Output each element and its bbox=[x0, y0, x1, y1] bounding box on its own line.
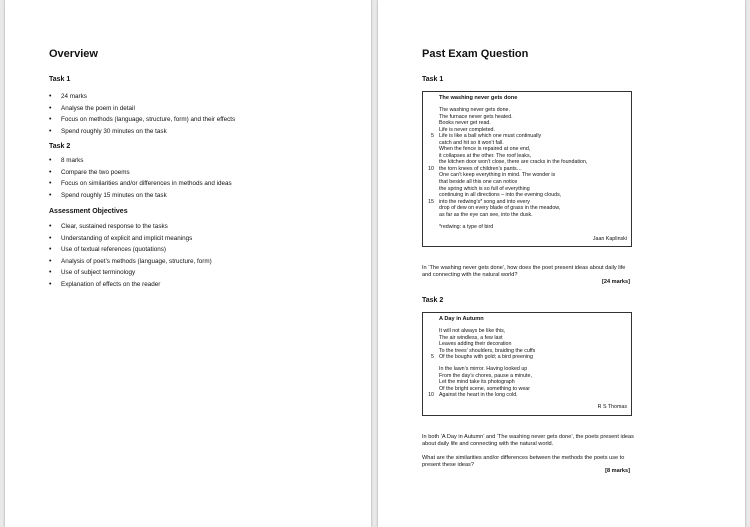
poem-line: One can’t keep everything in mind. The wonder is bbox=[439, 172, 556, 179]
poem-line: the kitchen door won’t close, there are cracks in the foundation, bbox=[439, 159, 588, 166]
poem-line: Of the bright scene, something to wear bbox=[439, 385, 530, 392]
list-item: • Clear, sustained response to the tasks bbox=[49, 222, 212, 234]
task2-question: What are the similarities and/or differences between the methods the poets use to present these ideas? bbox=[422, 455, 625, 468]
poem-line: 10 the torn knees of children’s pants… bbox=[428, 165, 522, 172]
task1-heading: Task 1 bbox=[422, 76, 444, 83]
poem-line: Let the mind take its photograph bbox=[439, 379, 515, 386]
poem-line: the spring which is so full of everything bbox=[439, 185, 530, 192]
poem-line: In the lawn’s mirror. Having looked up bbox=[439, 366, 528, 372]
poem-line: The furnace never gets heated. bbox=[439, 113, 513, 120]
poem-line: From the day’s chores, pause a minute, bbox=[439, 372, 532, 379]
poem-stanza-2 bbox=[428, 366, 532, 399]
list-item: • Spend roughly 30 minutes on the task bbox=[49, 127, 235, 139]
poem-line: that beside all this one can notice bbox=[439, 179, 518, 186]
overview-page bbox=[5, 0, 371, 527]
poem-box-washing bbox=[422, 91, 632, 247]
exam-question-page bbox=[378, 0, 745, 527]
poem-line: When the fence is repaired at one end, bbox=[439, 146, 531, 153]
task2-heading: Task 2 bbox=[422, 297, 444, 304]
list-item: • Use of subject terminology bbox=[49, 268, 212, 280]
poem-stanza-1 bbox=[431, 328, 536, 361]
page-title: Overview bbox=[49, 48, 98, 60]
task2-marks: [8 marks] bbox=[605, 468, 630, 474]
list-item: • Focus on similarities and/or differences in methods and ideas bbox=[49, 179, 232, 191]
list-item: • Focus on methods (language, structure, form) and their effects bbox=[49, 115, 235, 127]
poem-line: Life is never completed. bbox=[439, 126, 495, 133]
task1-heading: Task 1 bbox=[49, 76, 71, 83]
poem-line: 15 into the redwing’s* song and into every bbox=[428, 198, 530, 205]
list-item: • Analyse the poem in detail bbox=[49, 104, 235, 116]
poem-line: continuing in all directions – into the evening clouds, bbox=[439, 192, 562, 199]
list-item: • Use of textual references (quotations) bbox=[49, 245, 212, 257]
poem-line: catch and hit so it won’t fall. bbox=[439, 139, 504, 146]
list-item: • Understanding of explicit and implicit meanings bbox=[49, 234, 212, 246]
poem-line: Books never get read. bbox=[439, 120, 491, 127]
list-item: • Analysis of poet’s methods (language, structure, form) bbox=[49, 257, 212, 269]
assessment-objectives-list bbox=[49, 222, 212, 291]
list-item: • 8 marks bbox=[49, 156, 232, 168]
poem-line: Leaves adding their decoration bbox=[439, 341, 512, 348]
list-item: • Compare the two poems bbox=[49, 168, 232, 180]
poet-name: Jaan Kaplinski bbox=[592, 236, 627, 242]
list-item: • 24 marks bbox=[49, 92, 235, 104]
poem-line: The washing never gets done. bbox=[439, 107, 510, 113]
list-item: • Explanation of effects on the reader bbox=[49, 280, 212, 292]
poem-line: The air windless, a few last bbox=[439, 334, 503, 341]
poem-line: 5 Of the boughs with gold; a bird preening bbox=[431, 354, 533, 361]
task2-heading: Task 2 bbox=[49, 143, 71, 150]
poem-line: To the trees’ shoulders, braiding the cuffs bbox=[439, 347, 536, 354]
poem-line: It will not always be like this, bbox=[439, 328, 506, 334]
poem-box-autumn bbox=[422, 312, 632, 416]
poem-title: A Day in Autumn bbox=[439, 316, 484, 322]
poem-line: as far as the eye can see, into the dusk. bbox=[439, 211, 533, 218]
task2-list bbox=[49, 156, 232, 202]
task1-list bbox=[49, 92, 235, 138]
poet-name: R S Thomas bbox=[597, 404, 627, 410]
poem-footnote: *redwing: a type of bird bbox=[439, 224, 494, 230]
page-title: Past Exam Question bbox=[422, 48, 529, 60]
poem-line: it collapses at the other. The roof leaks, bbox=[439, 152, 532, 159]
poem-line: 10 Against the heart in the long cold. bbox=[428, 392, 518, 399]
poem-lines bbox=[428, 107, 588, 218]
poem-line: drop of dew on every blade of grass in the meadow, bbox=[439, 205, 561, 212]
task1-question: In ‘The washing never gets done’, how does the poet present ideas about daily life and connecting with the natural world? bbox=[422, 265, 626, 278]
poem-line: 5 Life is like a ball which one must continually bbox=[431, 133, 542, 140]
assessment-objectives-heading: Assessment Objectives bbox=[49, 208, 128, 215]
poem-title: The washing never gets done bbox=[439, 95, 518, 101]
task2-question-context: In both ‘A Day in Autumn’ and ‘The washing never gets done’, the poets present ideas about daily life and connecting with the natural world. bbox=[422, 434, 634, 447]
task1-marks: [24 marks] bbox=[602, 279, 630, 285]
list-item: • Spend roughly 15 minutes on the task bbox=[49, 191, 232, 203]
